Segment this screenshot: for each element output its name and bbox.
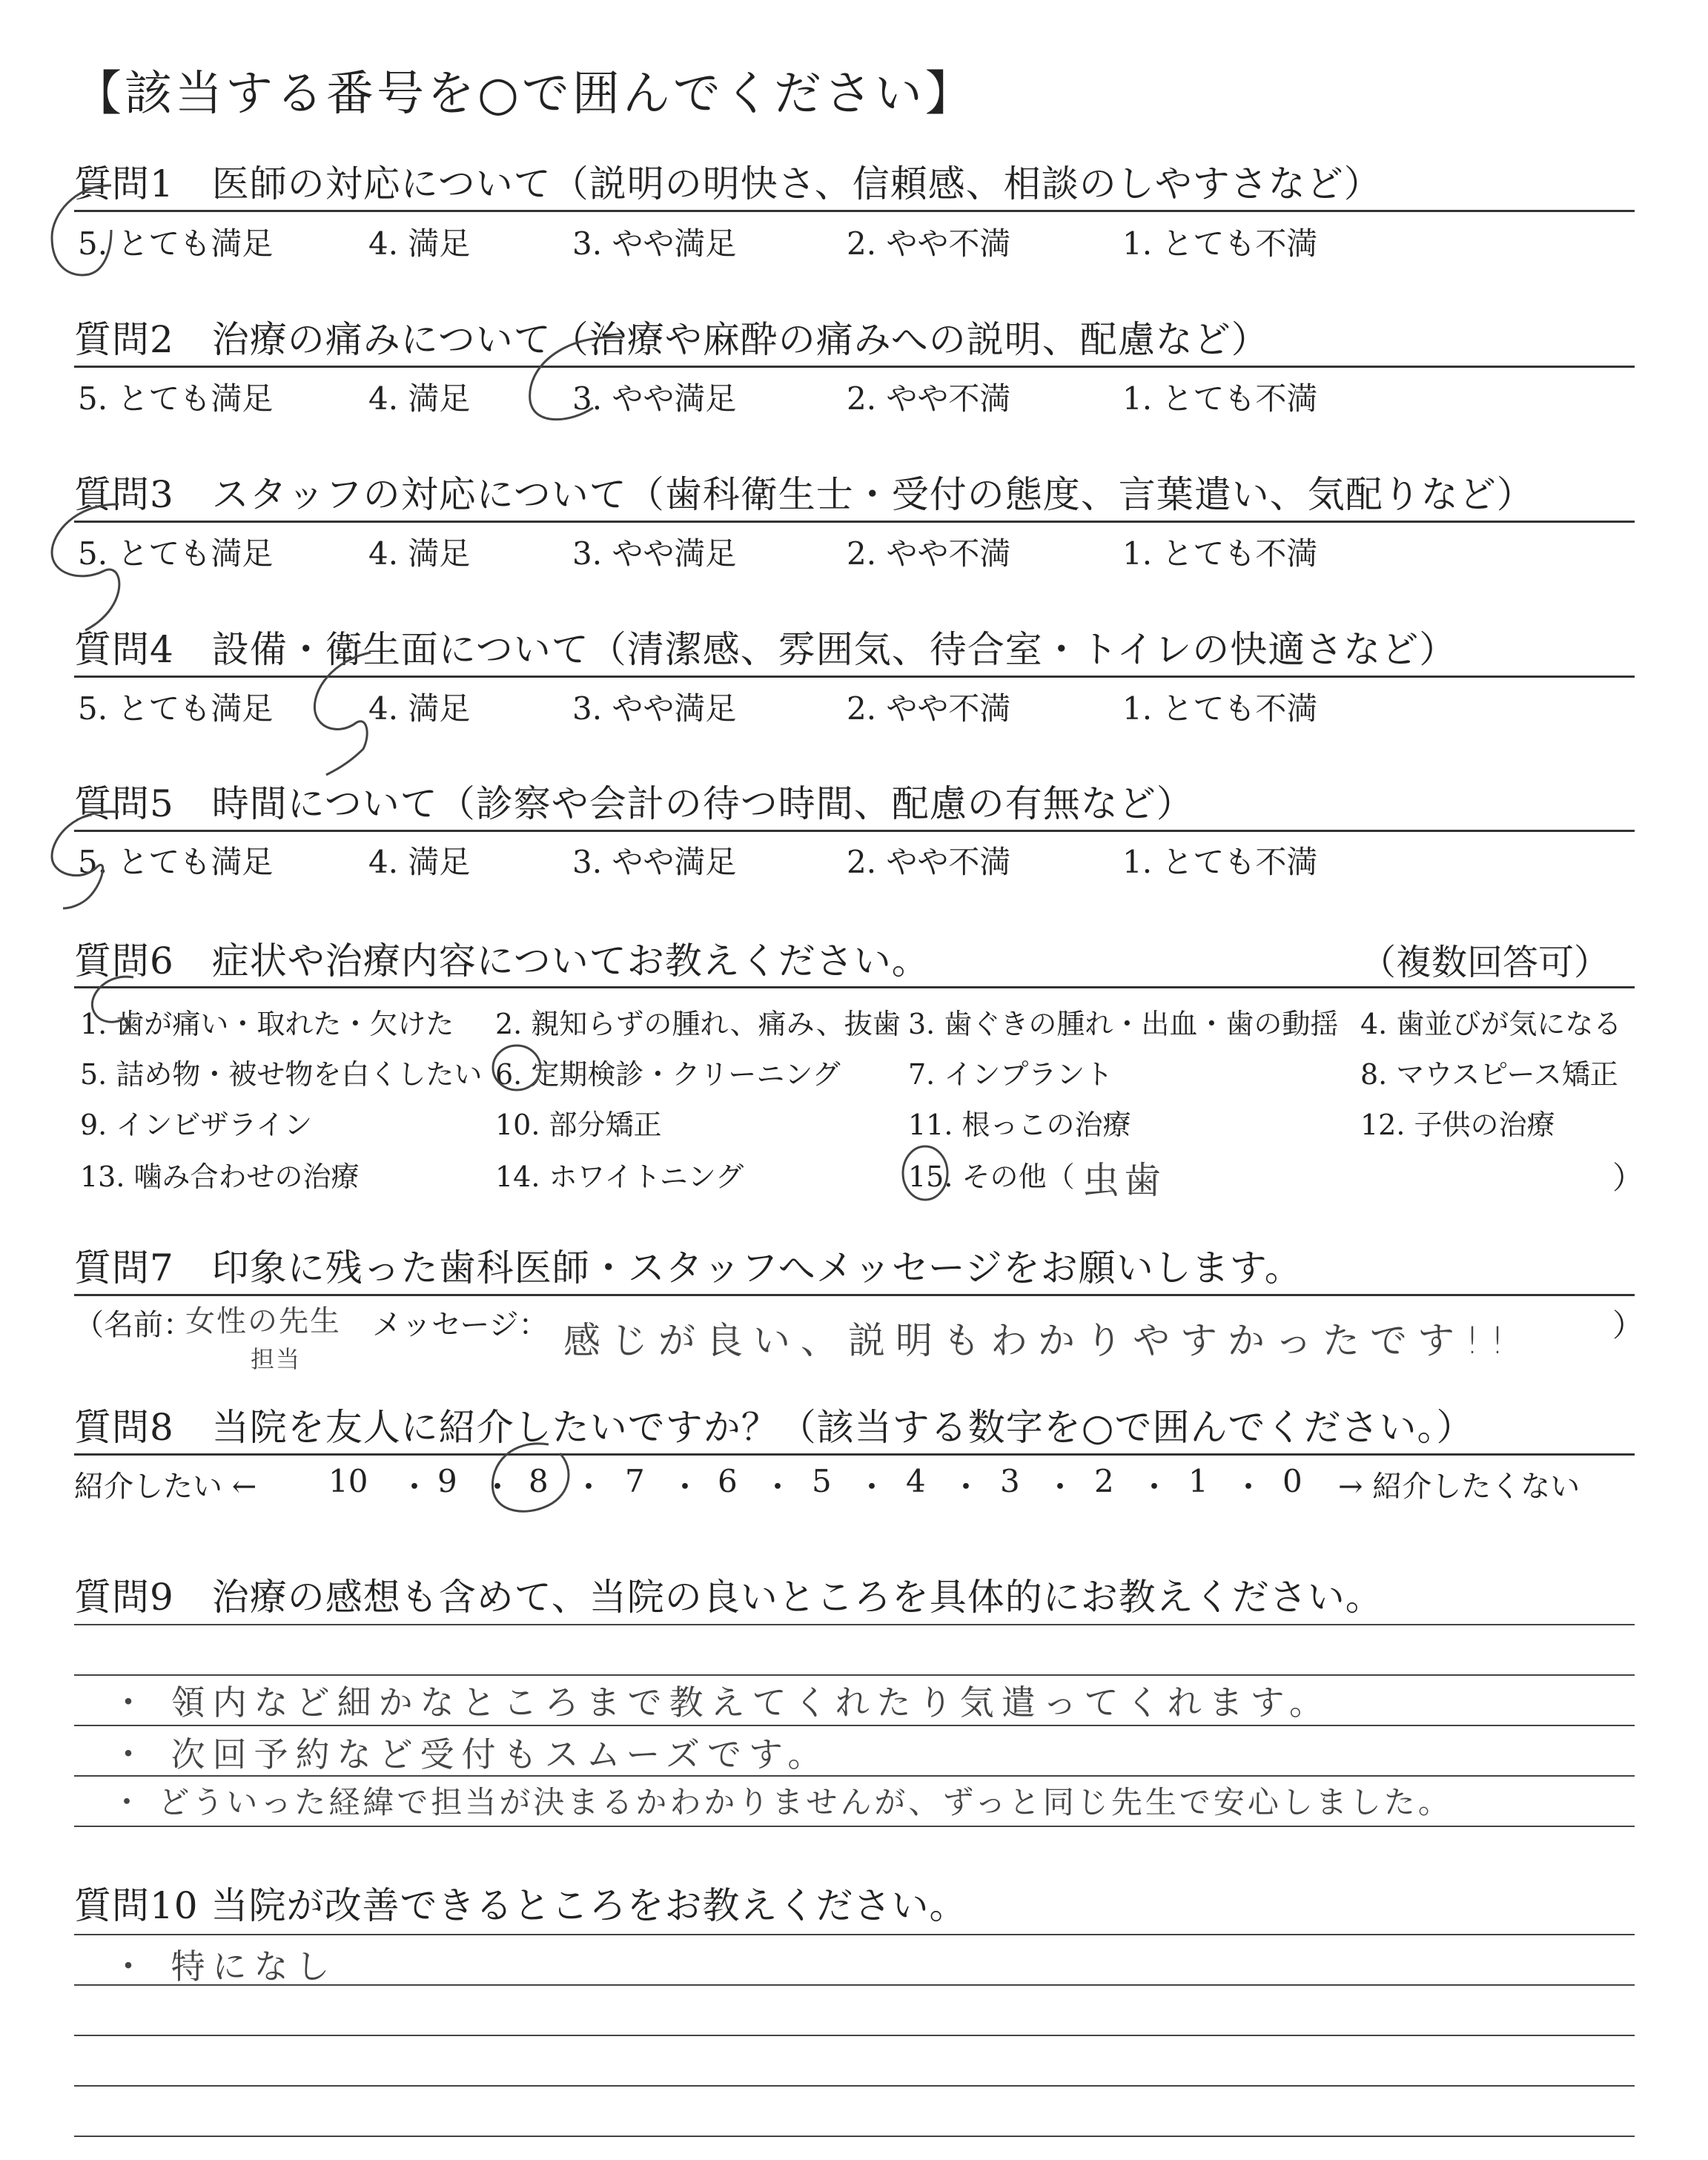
q6-option-3[interactable]: 3. 歯ぐきの腫れ・出血・歯の動揺 xyxy=(908,1008,1339,1040)
q8-scale-0[interactable]: 0 xyxy=(1282,1463,1302,1499)
page-heading: 【該当する番号を○で囲んでください】 xyxy=(74,67,976,122)
q8-scale-7[interactable]: 7 xyxy=(625,1463,645,1499)
question-3-rule xyxy=(74,521,1635,523)
q8-dot: ・ xyxy=(856,1469,888,1505)
question-6-rule xyxy=(74,986,1635,988)
q8-dot: ・ xyxy=(950,1469,982,1505)
q6-other-handwritten: 虫歯 xyxy=(1082,1159,1165,1202)
q8-scale-10[interactable]: 10 xyxy=(328,1463,368,1499)
q8-dot: ・ xyxy=(1139,1469,1171,1505)
q10-answer: ・ 特になし xyxy=(111,1946,337,1986)
q9-line xyxy=(74,1624,1635,1625)
q6-option-9[interactable]: 9. インビザライン xyxy=(80,1109,313,1141)
question-3-title: 質問3 スタッフの対応について（歯科衛生士・受付の態度、言葉遣い、気配りなど） xyxy=(74,473,1535,516)
q4-option-4[interactable]: 4. 満足 xyxy=(368,690,471,727)
question-6-title: 質問6 症状や治療内容についてお教えください。 xyxy=(74,939,930,982)
q8-scale-1[interactable]: 1 xyxy=(1188,1463,1208,1499)
q7-message-handwritten: 感じが良い、説明もわかりやすかったです!! xyxy=(563,1319,1516,1362)
q7-close-paren: ） xyxy=(1612,1307,1644,1344)
q1-option-3[interactable]: 3. やや満足 xyxy=(572,225,737,262)
question-2-rule xyxy=(74,366,1635,368)
q6-option-14[interactable]: 14. ホワイトニング xyxy=(495,1160,744,1193)
q8-right-label: → 紹介したくない xyxy=(1338,1470,1580,1504)
q5-option-5[interactable]: 5. とても満足 xyxy=(78,844,274,880)
q7-message-label: メッセージ： xyxy=(372,1308,549,1342)
q5-option-4[interactable]: 4. 満足 xyxy=(368,844,471,880)
q2-option-5[interactable]: 5. とても満足 xyxy=(78,380,274,417)
q10-line xyxy=(74,1934,1635,1935)
q8-dot: ・ xyxy=(482,1469,514,1505)
question-7-title: 質問7 印象に残った歯科医師・スタッフへメッセージをお願いします。 xyxy=(74,1246,1302,1289)
q2-option-1[interactable]: 1. とても不満 xyxy=(1122,380,1318,417)
q7-name-sub-handwritten: 担当 xyxy=(251,1345,302,1373)
q8-dot: ・ xyxy=(1045,1469,1076,1505)
question-8-title: 質問8 当院を友人に紹介したいですか？（該当する数字を○で囲んでください。） xyxy=(74,1406,1474,1449)
q6-option-4[interactable]: 4. 歯並びが気になる xyxy=(1360,1008,1622,1040)
q9-answer: ・ どういった経緯で担当が決まるかわかりませんが、ずっと同じ先生で安心しました。 xyxy=(111,1784,1452,1820)
q8-scale-8[interactable]: 8 xyxy=(529,1463,549,1499)
q7-name-label: （名前： xyxy=(74,1308,193,1342)
q10-line xyxy=(74,2136,1635,2137)
q2-option-3[interactable]: 3. やや満足 xyxy=(572,380,737,417)
q6-other-close-paren: ） xyxy=(1612,1160,1644,1196)
q3-option-2[interactable]: 2. やや不満 xyxy=(847,535,1011,572)
q8-scale-3[interactable]: 3 xyxy=(1000,1463,1020,1499)
q6-option-12[interactable]: 12. 子供の治療 xyxy=(1360,1109,1555,1141)
q1-option-5[interactable]: 5. とても満足 xyxy=(78,225,274,262)
multi-answer-note: （複数回答可） xyxy=(1360,942,1610,983)
q3-option-3[interactable]: 3. やや満足 xyxy=(572,535,737,572)
question-4-rule xyxy=(74,676,1635,678)
q4-option-2[interactable]: 2. やや不満 xyxy=(847,690,1011,727)
question-2-title: 質問2 治療の痛みについて（治療や麻酔の痛みへの説明、配慮など） xyxy=(74,318,1269,361)
q9-line xyxy=(74,1826,1635,1827)
question-7-rule xyxy=(74,1294,1635,1296)
q3-option-1[interactable]: 1. とても不満 xyxy=(1122,535,1318,572)
q3-option-5[interactable]: 5. とても満足 xyxy=(78,535,274,572)
q8-scale-2[interactable]: 2 xyxy=(1094,1463,1114,1499)
q8-dot: ・ xyxy=(573,1469,605,1505)
q8-scale-6[interactable]: 6 xyxy=(718,1463,738,1499)
q6-option-8[interactable]: 8. マウスピース矯正 xyxy=(1360,1058,1618,1091)
question-5-title: 質問5 時間について（診察や会計の待つ時間、配慮の有無など） xyxy=(74,782,1194,825)
q9-answer: ・ 領内など細かなところまで教えてくれたり気遣ってくれます。 xyxy=(111,1682,1331,1723)
q8-dot: ・ xyxy=(399,1469,431,1505)
q8-scale-9[interactable]: 9 xyxy=(437,1463,457,1499)
q1-option-4[interactable]: 4. 満足 xyxy=(368,225,471,262)
q6-option-7[interactable]: 7. インプラント xyxy=(908,1058,1113,1091)
q2-option-2[interactable]: 2. やや不満 xyxy=(847,380,1011,417)
q6-option-11[interactable]: 11. 根っこの治療 xyxy=(908,1109,1131,1141)
q8-scale-4[interactable]: 4 xyxy=(906,1463,926,1499)
q10-line xyxy=(74,2085,1635,2087)
q10-line xyxy=(74,2035,1635,2036)
q5-option-3[interactable]: 3. やや満足 xyxy=(572,844,737,880)
q4-option-1[interactable]: 1. とても不満 xyxy=(1122,690,1318,727)
q6-option-13[interactable]: 13. 噛み合わせの治療 xyxy=(80,1160,360,1193)
q8-scale-5[interactable]: 5 xyxy=(812,1463,832,1499)
q6-option-6[interactable]: 6. 定期検診・クリーニング xyxy=(495,1058,841,1091)
q6-option-5[interactable]: 5. 詰め物・被せ物を白くしたい xyxy=(80,1058,483,1091)
question-10-title: 質問10 当院が改善できるところをお教えください。 xyxy=(74,1884,967,1927)
question-8-rule xyxy=(74,1453,1635,1456)
q9-line xyxy=(74,1725,1635,1726)
q6-option-1[interactable]: 1. 歯が痛い・取れた・欠けた xyxy=(80,1008,454,1040)
question-9-title: 質問9 治療の感想も含めて、当院の良いところを具体的にお教えください。 xyxy=(74,1576,1383,1619)
question-1-title: 質問1 医師の対応について（説明の明快さ、信頼感、相談のしやすさなど） xyxy=(74,162,1382,205)
q1-option-1[interactable]: 1. とても不満 xyxy=(1122,225,1318,262)
q8-left-label: 紹介したい ← xyxy=(74,1470,257,1504)
q8-dot: ・ xyxy=(1233,1469,1265,1505)
q5-option-1[interactable]: 1. とても不満 xyxy=(1122,844,1318,880)
question-4-title: 質問4 設備・衛生面について（清潔感、雰囲気、待合室・トイレの快適さなど） xyxy=(74,628,1457,671)
q5-option-2[interactable]: 2. やや不満 xyxy=(847,844,1011,880)
q6-option-10[interactable]: 10. 部分矯正 xyxy=(495,1109,662,1141)
q6-option-15[interactable]: 15. その他（ xyxy=(908,1160,1075,1193)
q4-option-3[interactable]: 3. やや満足 xyxy=(572,690,737,727)
q9-answer: ・ 次回予約など受付もスムーズです。 xyxy=(111,1734,830,1774)
q1-option-2[interactable]: 2. やや不満 xyxy=(847,225,1011,262)
q7-name-handwritten: 女性の先生 xyxy=(185,1304,341,1338)
q8-dot: ・ xyxy=(669,1469,701,1505)
q2-option-4[interactable]: 4. 満足 xyxy=(368,380,471,417)
q6-option-2[interactable]: 2. 親知らずの腫れ、痛み、抜歯 xyxy=(495,1008,901,1040)
question-5-rule xyxy=(74,830,1635,832)
q3-option-4[interactable]: 4. 満足 xyxy=(368,535,471,572)
q8-dot: ・ xyxy=(762,1469,794,1505)
question-1-rule xyxy=(74,210,1635,212)
q4-option-5[interactable]: 5. とても満足 xyxy=(78,690,274,727)
